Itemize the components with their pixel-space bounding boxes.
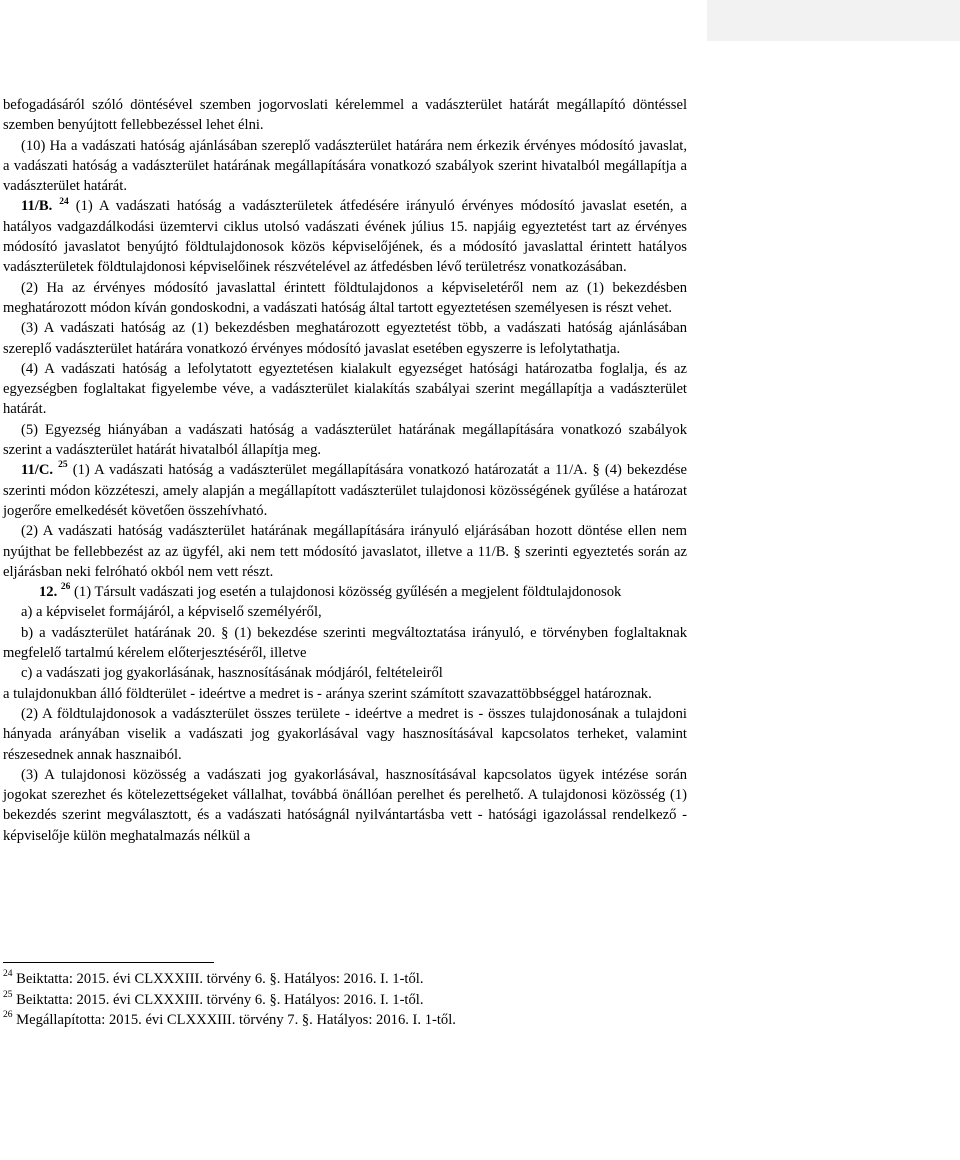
section-11c-paragraph: 11/C. $^{25}$ (1) A vadászati hatóság a vadászterület megállapítására vonatkozó határozatát a 11/A. § (4) bekezdése szerinti módon közzéteszi, amely alapján a megállapított vadászterület tulajdonosi közösségének gyűlése a határozat jogerőre emelkedését követően összehívható. bbox=[3, 460, 687, 519]
comment-margin-box bbox=[707, 0, 960, 41]
footnote-ref: 24 bbox=[59, 196, 69, 207]
list-item: b) a vadászterület határának 20. § (1) bekezdése szerinti megváltoztatása irányuló, e törvényben foglaltaknak megfelelő tartalmú kérelem előterjesztéséről, illetve bbox=[3, 624, 687, 662]
footnote: $^{25}$ Beiktatta: 2015. évi CLXXXIII. törvény 6. §. Hatályos: 2016. I. 1-től. bbox=[3, 989, 424, 1008]
section-12-paragraph: 12. $^{26}$ (1) Társult vadászati jog esetén a tulajdonosi közösség gyűlésén a megjelent földtulajdonosok bbox=[39, 582, 622, 601]
footnote: $^{26}$ Megállapította: 2015. évi CLXXXIII. törvény 7. §. Hatályos: 2016. I. 1-től. bbox=[3, 1010, 456, 1028]
footnote-ref: 25 bbox=[58, 460, 68, 471]
section-label: 11/B. bbox=[21, 198, 53, 215]
paragraph: a tulajdonukban álló földterület - ideértve a medret is - aránya szerint számított szavazattöbbséggel határoznak. bbox=[3, 685, 652, 702]
paragraph: (3) A tulajdonosi közösség a vadászati jog gyakorlásával, hasznosításával kapcsolatos ügyek intézése során jogokat szerezhet és kötelezettségeket vállalhat, továbbá önállóan perelhet és perelhető. A tulajdonosi közösség (1) bekezdés szerint megválasztott, és a vadászati hatóságnál nyilvántartásba vett - hatósági igazolással rendelkező - képviselője külön meghatalmazás nélkül a bbox=[3, 766, 687, 844]
paragraph: befogadásáról szóló döntésével szemben jogorvoslati kérelemmel a vadászterület határát megállapító döntéssel szemben benyújtott fellebbezéssel lehet élni. bbox=[3, 97, 687, 134]
footnote: $^{24}$ Beiktatta: 2015. évi CLXXXIII. törvény 6. §. Hatályos: 2016. I. 1-től. bbox=[3, 969, 424, 987]
section-label: 11/C. bbox=[21, 462, 54, 479]
paragraph: (2) A vadászati hatóság vadászterület határának megállapítására irányuló eljárásában hozott döntése ellen nem nyújthat be fellebbezést az az ügyfél, aki nem tett módosító javaslatot, illetve a 11/B. § szerinti egyeztetés során az eljárásban neki felróható okból nem vett részt. bbox=[3, 523, 687, 580]
paragraph: (2) A földtulajdonosok a vadászterület összes területe - ideértve a medret is - összes tulajdonosának a tulajdoni hányada arányában viselik a vadászati jog gyakorlásával vagy hasznosításával kapcsolatos terheket, valamint részesednek annak hasznaiból. bbox=[3, 705, 687, 763]
paragraph: (10) Ha a vadászati hatóság ajánlásában szereplő vadászterület határára nem érkezik érvényes módosító javaslat, a vadászati hatóság a vadászterület határának megállapítására vonatkozó szabályok szerint hivatalból megállapítja a vadászterület határát. bbox=[3, 137, 687, 195]
footnote-separator bbox=[3, 962, 214, 963]
list-item: c) a vadászati jog gyakorlásának, hasznosításának módjáról, feltételeiről bbox=[21, 665, 443, 682]
paragraph: (2) Ha az érvényes módosító javaslattal érintett földtulajdonos a képviseletéről nem az (1) bekezdésben meghatározott módon kíván gondoskodni, a vadászati hatóság által tartott egyeztetésen személyesen is részt vehet. bbox=[3, 279, 687, 316]
footnote-ref: 26 bbox=[60, 582, 71, 593]
footnotes bbox=[3, 969, 687, 1031]
paragraph: (4) A vadászati hatóság a lefolytatott egyeztetésen kialakult egyezséget hatósági határozatba foglalja, és az egyezségben foglaltakat figyelembe véve, a vadászterület kialakítás szabályai szerint megállapítja a vadászterület határát. bbox=[3, 360, 687, 418]
section-11b-paragraph: 11/B. $^{24}$ (1) A vadászati hatóság a vadászterületek átfedésére irányuló érvényes módosító javaslat esetén, a hatályos vadgazdálkodási üzemtervi ciklus utolsó vadászati évének július 15. napjáig egyeztetést tart az érvényes módosító javaslatot benyújtó földtulajdonosok közös képviselőjének, és a módosító javaslattal érintett hatályos vadászterületek földtulajdonosi képviselőinek részvételével az átfedésben lévő területrész vonatkozásában. bbox=[3, 196, 687, 276]
document-body bbox=[3, 95, 687, 846]
paragraph: (5) Egyezség hiányában a vadászati hatóság a vadászterület határának megállapítására vonatkozó szabályok szerint a vadászterület határát hivatalból állapítja meg. bbox=[3, 421, 687, 459]
paragraph: (3) A vadászati hatóság az (1) bekezdésben meghatározott egyeztetést több, a vadászati hatóság ajánlásában szereplő vadászterület határára vonatkozó érvényes módosító javaslat esetében egyszerre is lefolytathatja. bbox=[3, 320, 687, 357]
list-item: a) a képviselet formájáról, a képviselő személyéről, bbox=[21, 604, 322, 621]
section-label: 12. bbox=[39, 584, 58, 601]
